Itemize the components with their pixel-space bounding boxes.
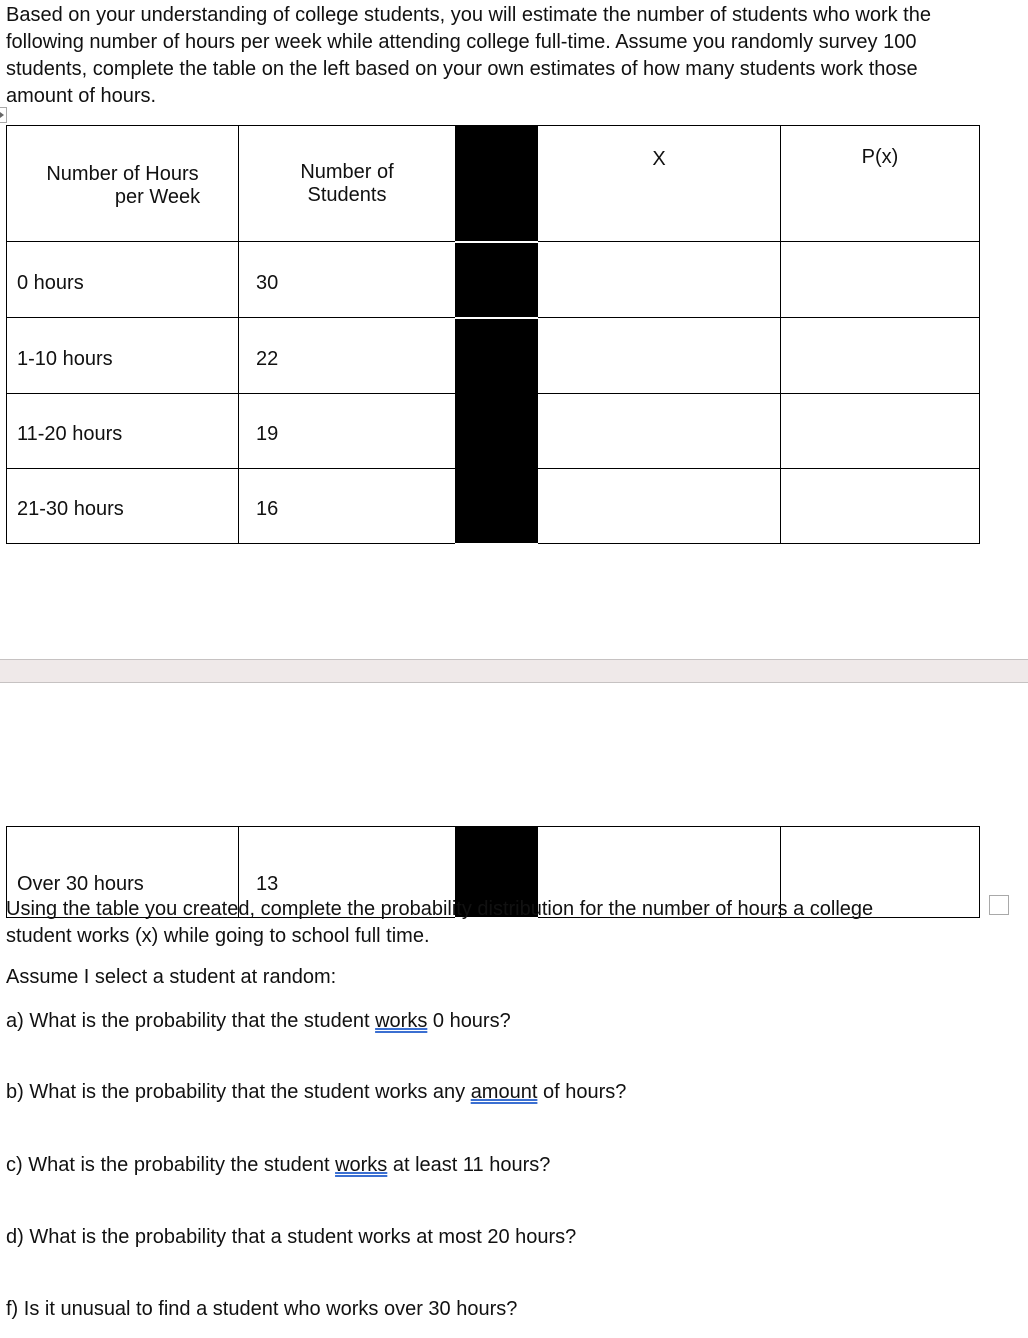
intro-paragraph: Based on your understanding of college students, you will estimate the number of students who work the following number of hours per week while attending college full-time. Assume you randomly survey 100 students, complete the table on the left based on your own estimates of how many students work those amount of hours. xyxy=(6,4,931,107)
x-cell[interactable] xyxy=(538,393,781,468)
students-cell[interactable]: 13 xyxy=(239,827,456,918)
header-x: X xyxy=(538,126,781,242)
students-cell[interactable]: 30 xyxy=(239,242,456,318)
hours-cell: 11-20 hours xyxy=(7,393,239,468)
header-hours xyxy=(7,126,239,242)
header-students-line1: Number of xyxy=(300,160,394,183)
table-row xyxy=(7,318,980,394)
hours-cell: Over 30 hours xyxy=(7,827,239,918)
question-c-pre: c) What is the probability the student xyxy=(6,1154,336,1176)
students-cell[interactable]: 22 xyxy=(239,318,456,394)
x-cell[interactable] xyxy=(538,318,781,394)
students-cell[interactable]: 19 xyxy=(239,393,456,468)
question-f: f) Is it unusual to find a student who works over 30 hours? xyxy=(6,1298,518,1320)
header-hours-line2: per Week xyxy=(114,185,201,208)
question-b xyxy=(6,1079,626,1106)
question-a xyxy=(6,1008,511,1035)
students-cell[interactable]: 16 xyxy=(239,468,456,544)
header-students-line2: Students xyxy=(307,183,387,206)
assume-text: Assume I select a student at random: xyxy=(6,966,337,988)
redacted-cell xyxy=(456,242,538,318)
spellcheck-mark[interactable]: amount xyxy=(470,1081,538,1103)
instructions-paragraph: Using the table you created, complete the probability distribution for the number of hours a college student works (x) while going to school full time. xyxy=(6,898,874,947)
question-b-post: of hours? xyxy=(537,1081,627,1103)
px-cell[interactable] xyxy=(781,468,980,544)
redacted-cell xyxy=(456,393,538,468)
px-cell[interactable] xyxy=(781,318,980,394)
table-header-row xyxy=(7,126,980,242)
redacted-cell xyxy=(456,468,538,544)
hours-cell: 21-30 hours xyxy=(7,468,239,544)
hours-cell: 1-10 hours xyxy=(7,318,239,394)
question-b-pre: b) What is the probability that the student works any xyxy=(6,1081,471,1103)
table-row xyxy=(7,242,980,318)
checkbox[interactable] xyxy=(989,895,1009,915)
question-a-pre: a) What is the probability that the student xyxy=(6,1010,376,1032)
question-c xyxy=(6,1152,550,1179)
question-c-post: at least 11 hours? xyxy=(387,1154,551,1176)
header-students xyxy=(239,126,456,242)
spellcheck-mark[interactable]: works xyxy=(335,1154,388,1176)
spellcheck-mark[interactable]: works xyxy=(375,1010,428,1032)
header-px: P(x) xyxy=(781,126,980,242)
table-move-handle-icon[interactable] xyxy=(0,107,7,123)
redacted-cell xyxy=(456,126,538,242)
distribution-table xyxy=(6,125,980,545)
px-cell[interactable] xyxy=(781,393,980,468)
px-cell[interactable] xyxy=(781,242,980,318)
x-cell[interactable] xyxy=(538,242,781,318)
table-row xyxy=(7,468,980,544)
table-row xyxy=(7,393,980,468)
question-a-post: 0 hours? xyxy=(427,1010,511,1032)
question-d: d) What is the probability that a student works at most 20 hours? xyxy=(6,1226,577,1248)
redacted-cell xyxy=(456,318,538,394)
header-hours-line1: Number of Hours xyxy=(46,162,199,185)
page-break xyxy=(0,659,1028,683)
hours-cell: 0 hours xyxy=(7,242,239,318)
x-cell[interactable] xyxy=(538,468,781,544)
